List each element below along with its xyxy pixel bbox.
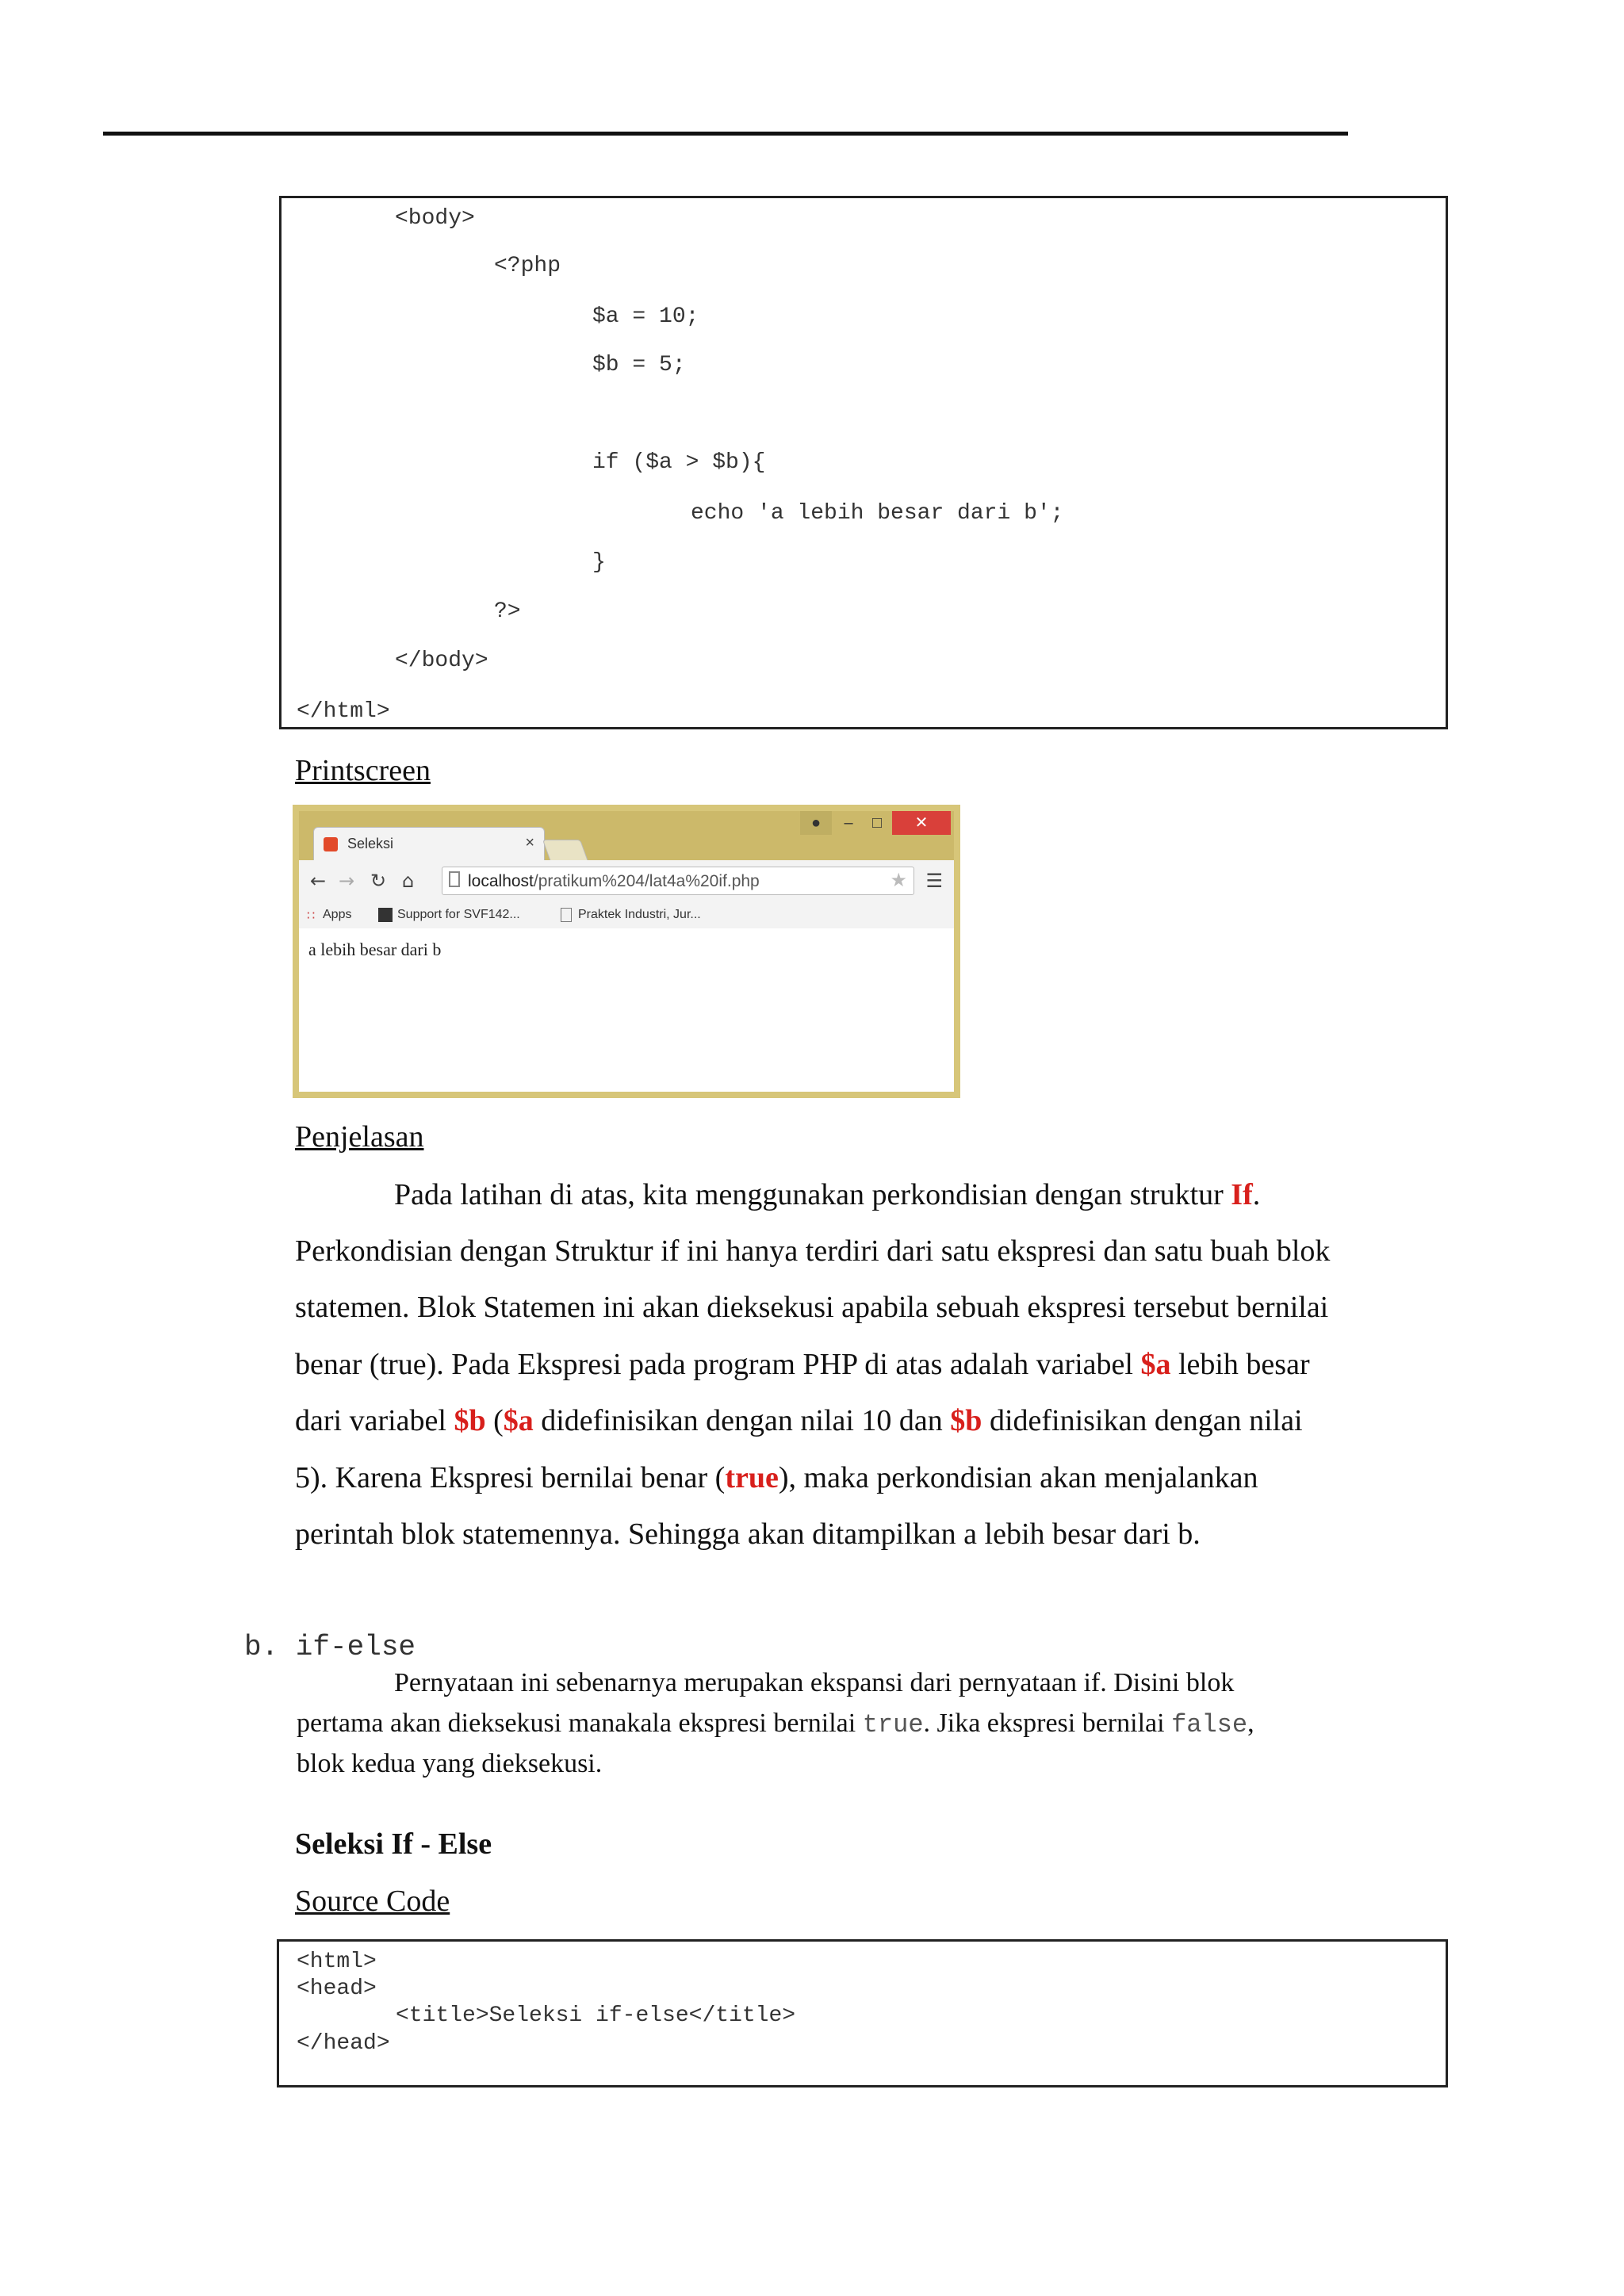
maximize-icon[interactable]: □	[871, 814, 883, 832]
code-line: </head>	[297, 2031, 390, 2056]
code-block-1	[279, 196, 1448, 729]
section-b-text-2: pertama akan dieksekusi manakala ekspresi bernilai true. Jika ekspresi bernilai false,	[297, 1709, 1254, 1739]
code-line: </body>	[395, 649, 488, 673]
section-b-text-1: Pernyataan ini sebenarnya merupakan ekspansi dari pernyataan if. Disini blok	[394, 1668, 1235, 1697]
explanation-line-2: Perkondisian dengan Struktur if ini hanya terdiri dari satu ekspresi dan satu buah blok	[295, 1234, 1331, 1268]
code-line: $a = 10;	[592, 304, 699, 329]
bookmark-icon	[378, 908, 393, 922]
penjelasan-heading: Penjelasan	[295, 1120, 424, 1154]
apps-icon: ∷	[307, 909, 316, 923]
browser-toolbar	[299, 860, 954, 901]
code-line: }	[592, 550, 606, 575]
forward-icon[interactable]: →	[339, 870, 355, 892]
new-tab-button[interactable]	[542, 840, 588, 862]
code-line: <title>Seleksi if-else</title>	[396, 2003, 796, 2028]
page-icon	[449, 871, 460, 887]
address-bar[interactable]	[442, 867, 914, 895]
explanation-line-6: 5). Karena Ekspresi bernilai benar (true), maka perkondisian akan menjalankan	[295, 1461, 1258, 1494]
explanation-line-3: statemen. Blok Statemen ini akan dieksekusi apabila sebuah ekspresi tersebut bernilai	[295, 1291, 1329, 1324]
explanation-line-1: Pada latihan di atas, kita menggunakan perkondisian dengan struktur If.	[394, 1178, 1261, 1211]
top-rule	[103, 132, 1348, 136]
home-icon[interactable]: ⌂	[402, 870, 415, 892]
explanation-line-7: perintah blok statemennya. Sehingga akan ditampilkan a lebih besar dari b.	[295, 1517, 1201, 1551]
browser-screenshot	[293, 805, 960, 1098]
seleksi-heading: Seleksi If - Else	[295, 1827, 492, 1861]
code-line: echo 'a lebih besar dari b';	[691, 501, 1064, 526]
code-line: </html>	[297, 699, 390, 724]
explanation-line-4: benar (true). Pada Ekspresi pada program PHP di atas adalah variabel $a lebih besar	[295, 1348, 1310, 1381]
tab-title: Seleksi	[347, 836, 394, 851]
close-icon[interactable]: ✕	[892, 811, 951, 835]
back-icon[interactable]: ←	[310, 870, 327, 892]
section-b-text-3: blok kedua yang dieksekusi.	[297, 1749, 603, 1778]
code-line: <body>	[395, 206, 475, 231]
bookmark-apps[interactable]: Apps	[323, 908, 352, 921]
code-line: ?>	[494, 599, 521, 624]
code-line: if ($a > $b){	[592, 450, 766, 475]
bookmark-support[interactable]: Support for SVF142...	[397, 908, 520, 921]
favicon-icon	[324, 837, 338, 851]
user-icon[interactable]: ●	[800, 811, 832, 835]
menu-icon[interactable]: ☰	[925, 870, 943, 892]
code-block-2	[277, 1939, 1448, 2087]
bookmark-praktek[interactable]: Praktek Industri, Jur...	[578, 908, 701, 921]
code-line: <?php	[494, 254, 561, 278]
explanation-line-5: dari variabel $b ($a didefinisikan dengan nilai 10 dan $b didefinisikan dengan nilai	[295, 1404, 1303, 1437]
section-b-label: b. if-else	[244, 1631, 416, 1663]
bookmarks-bar	[299, 901, 954, 929]
browser-window	[299, 811, 954, 1092]
tab-close-icon[interactable]: ×	[525, 834, 534, 851]
browser-tab[interactable]	[313, 827, 545, 861]
page-output-text: a lebih besar dari b	[308, 939, 442, 959]
url-text: localhost/pratikum%204/lat4a%20if.php	[468, 872, 760, 890]
page-icon	[561, 908, 572, 922]
printscreen-heading: Printscreen	[295, 754, 431, 787]
minimize-icon[interactable]: –	[844, 814, 853, 832]
code-line: <head>	[297, 1976, 377, 2001]
code-line: <html>	[297, 1950, 377, 1974]
browser-content	[299, 928, 954, 1092]
reload-icon[interactable]: ↻	[370, 870, 387, 892]
star-icon[interactable]: ★	[890, 871, 907, 891]
code-line: $b = 5;	[592, 353, 686, 377]
source-code-heading: Source Code	[295, 1885, 450, 1918]
